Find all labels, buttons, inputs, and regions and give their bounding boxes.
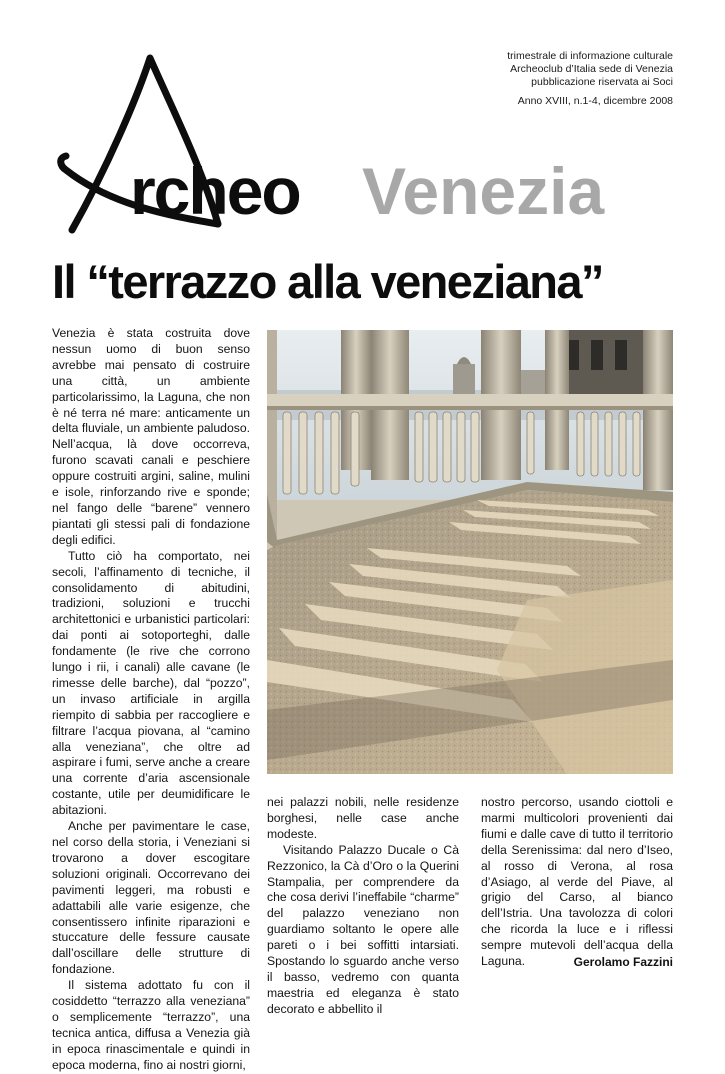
logo-venezia: Venezia <box>362 154 605 228</box>
paragraph: Il sistema adottato fu con il cosiddetto “terrazzo alla veneziana” o semplicemente “terrazzo”, una tecnica antica, diffusa a Venezia già in epoca rinascimentale e quindi in epoca moderna, fino ai nostri giorni, <box>52 978 250 1072</box>
article-column-3 <box>481 795 673 970</box>
article-column-2 <box>267 795 459 1018</box>
article-column-1 <box>52 326 250 1074</box>
terrace-photo <box>267 330 673 774</box>
logo <box>52 48 677 238</box>
issue-info: Anno XVIII, n.1-4, dicembre 2008 <box>517 95 673 107</box>
author-signature: Gerolamo Fazzini <box>573 955 673 969</box>
paragraph: nostro percorso, usando ciottoli e marmi multicolori provenienti dai fiumi e dalle cave di tutto il territorio della Serenissima: dal nero d’Iseo, al rosso di Verona, al rosa d’Asiago, al verde del Piave, al grigio del Carso, al bianco dell’Istria. Una tavolozza di colori che ricorda la luce e i riflessi sempre mutevoli dell’acqua della Laguna. <box>481 795 673 969</box>
masthead-line-1: trimestrale di informazione culturale <box>507 50 673 62</box>
paragraph: Venezia è stata costruita dove nessun uomo di buon senso avrebbe mai pensato di costruire una città, un ambiente particolarissimo, la Laguna, che non è né terra né mare: anticamente un delta fluviale, un ambiente paludoso. Nell’acqua, là dove occorreva, furono scavati canali e peschiere oppure costruiti argini, saline, mulini e isole, rinforzando rive e sponde; nel fango delle “barene” vennero piantati gli stessi pali di fondazione degli edifici. <box>52 326 250 547</box>
masthead-line-3: pubblicazione riservata ai Soci <box>531 76 673 88</box>
terrace-photo-illustration <box>267 330 673 774</box>
paragraph: Anche per pavimentare le case, nel corso della storia, i Veneziani si trovarono a dover escogitare soluzioni originali. Occorrevano dei pavimenti leggeri, ma robusti e adattabili alle varie esigenze, che consentissero infinite riparazioni e stuccature delle fessure causate dall’oscillare delle strutture di fondazione. <box>52 819 250 977</box>
paragraph: nei palazzi nobili, nelle residenze borghesi, nelle case anche modeste. <box>267 795 459 841</box>
paragraph: Tutto ciò ha comportato, nei secoli, l’affinamento di tecniche, il consolidamento di abitudini, tradizioni, soluzioni e trucchi architettonici e urbanistici particolari: dai ponti ai sotoporteghi, dalle fondamente (le rive che corrono lungo i rii, i canali) alle cavane (le rimesse delle barche), dal “pozzo”, un invaso artificiale in argilla riempito di sabbia per raccogliere e filtrare l’acqua piovana, al “camino alla veneziana”, che oltre ad aspirare i fumi, serve anche a creare una corrente d’aria ascensionale costante, utile per deumidificare le abitazioni. <box>52 548 250 818</box>
masthead-line-2: Archeoclub d’Italia sede di Venezia <box>510 63 673 75</box>
article-title: Il “terrazzo alla veneziana” <box>52 255 603 308</box>
logo-archeo: rcheo <box>130 154 300 228</box>
paragraph: Visitando Palazzo Ducale o Cà Rezzonico, la Cà d’Oro o la Querini Stampalia, per comprendere da che cosa derivi l’ineffabile “charme” del palazzo veneziano non guardiamo soltanto le opere alle pareti o i bei soffitti intarsiati. Spostando lo sguardo anche verso il basso, vedremo con quanta maestria ed eleganza è stato decorato e abbellito il <box>267 842 459 1016</box>
